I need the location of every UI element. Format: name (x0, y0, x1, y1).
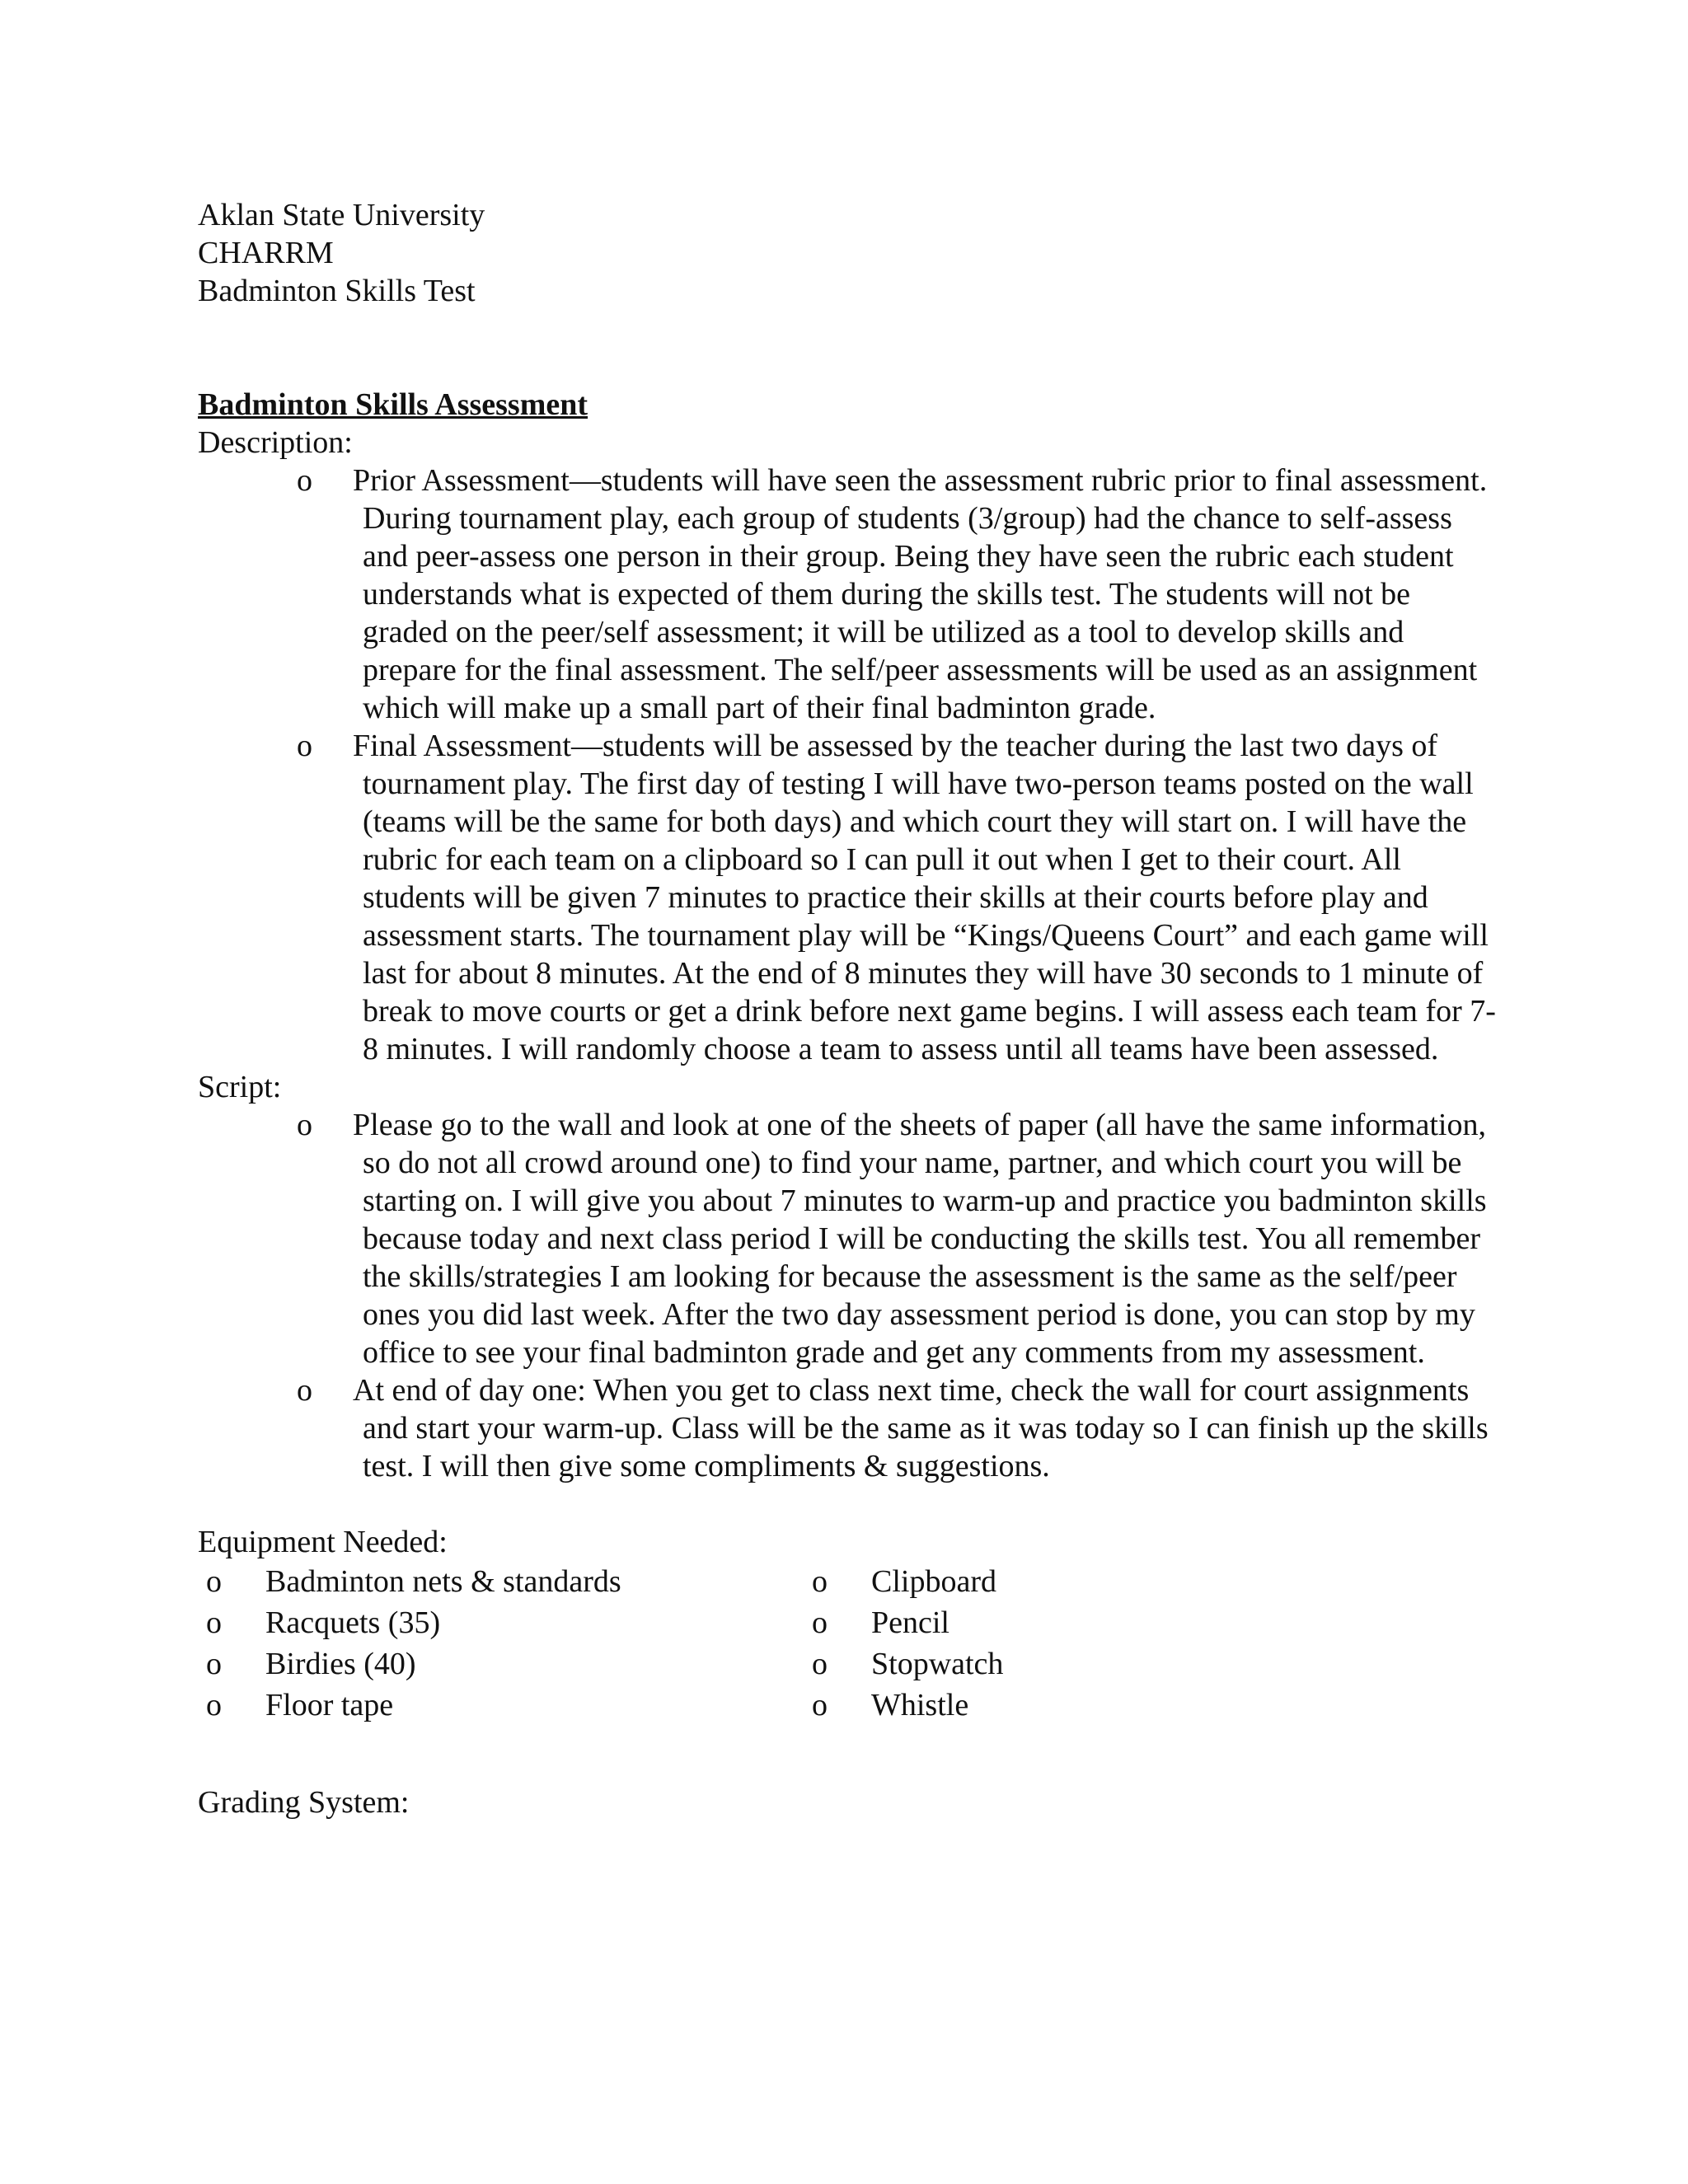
equipment-item (804, 1643, 1409, 1685)
description-item-text: Prior Assessment—students will have seen the assessment rubric prior to final assessment. During tournament play, each group of students (3/group) had the chance to self-assess and peer-assess one person in their group. Being they have seen the rubric each student understands what is expected of them during the skills test. The students will not be graded on the peer/self assessment; it will be utilized as a tool to develop skills and prepare for the final assessment. The self/peer assessments will be used as an assignment which will make up a small part of their final badminton grade. (353, 463, 1488, 725)
document-page (198, 196, 1500, 1821)
equipment-item (198, 1561, 804, 1602)
equipment-column-left (198, 1561, 804, 1726)
equipment-item-text: Pencil (871, 1605, 950, 1640)
description-item-prior (198, 462, 1500, 727)
equipment-item (198, 1643, 804, 1685)
bullet-marker: o (812, 1688, 828, 1722)
bullet-marker: o (812, 1564, 828, 1599)
description-item-final (198, 727, 1500, 1068)
bullet-marker: o (812, 1647, 828, 1681)
description-item-text: Final Assessment—students will be assessed by the teacher during the last two days of tournament play. The first day of testing I will have two-person teams posted on the wall (teams will be the same for both days) and which court they will start on. I will have the rubric for each team on a clipboard so I can pull it out when I get to their court. All students will be given 7 minutes to practice their skills at their courts before play and assessment starts. The tournament play will be “Kings/Queens Court” and each game will last for about 8 minutes. At the end of 8 minutes they will have 30 seconds to 1 minute of break to move courts or get a drink before next game begins. I will assess each team for 7-8 minutes. I will randomly choose a team to assess until all teams have been assessed. (353, 729, 1496, 1066)
script-item-text: Please go to the wall and look at one of the sheets of paper (all have the same information, so do not all crowd around one) to find your name, partner, and which court you will be starting on. I will give you about 7 minutes to warm-up and practice you badminton skills because today and next class period I will be conducting the skills test. You all remember the skills/strategies I am looking for because the assessment is the same as the self/peer ones you did last week. After the two day assessment period is done, you can stop by my office to see your final badminton grade and get any comments from my assessment. (353, 1108, 1487, 1370)
script-label: Script: (198, 1070, 282, 1104)
grading-label: Grading System: (198, 1785, 410, 1820)
description-label: Description: (198, 425, 353, 460)
bullet-marker: o (206, 1564, 222, 1599)
equipment-item (198, 1685, 804, 1726)
equipment-column-right (804, 1561, 1409, 1726)
document-subject: Badminton Skills Test (198, 274, 476, 308)
equipment-item-text: Floor tape (265, 1688, 394, 1722)
equipment-list (198, 1561, 1500, 1726)
equipment-item-text: Racquets (35) (265, 1605, 441, 1640)
equipment-item-text: Badminton nets & standards (265, 1564, 621, 1599)
equipment-item (804, 1561, 1409, 1602)
equipment-label: Equipment Needed: (198, 1525, 448, 1559)
equipment-item-text: Whistle (871, 1688, 969, 1722)
equipment-item (198, 1602, 804, 1643)
equipment-item (804, 1685, 1409, 1726)
institution-name: Aklan State University (198, 198, 485, 232)
equipment-item-text: Clipboard (871, 1564, 996, 1599)
bullet-marker: o (297, 1108, 312, 1142)
equipment-item-text: Birdies (40) (265, 1647, 416, 1681)
script-item-instructions (198, 1106, 1500, 1371)
script-item-text: At end of day one: When you get to class next time, check the wall for court assignments and start your warm-up. Class will be the same as it was today so I can finish up the skills test. I will then give some compliments & suggestions. (353, 1373, 1489, 1483)
bullet-marker: o (297, 729, 312, 763)
equipment-item (804, 1602, 1409, 1643)
bullet-marker: o (206, 1688, 222, 1722)
bullet-marker: o (812, 1605, 828, 1640)
bullet-marker: o (206, 1605, 222, 1640)
section-title: Badminton Skills Assessment (198, 387, 588, 422)
bullet-marker: o (297, 1373, 312, 1408)
equipment-item-text: Stopwatch (871, 1647, 1004, 1681)
bullet-marker: o (206, 1647, 222, 1681)
department-name: CHARRM (198, 236, 334, 270)
script-item-end-of-day (198, 1371, 1500, 1485)
bullet-marker: o (297, 463, 312, 498)
